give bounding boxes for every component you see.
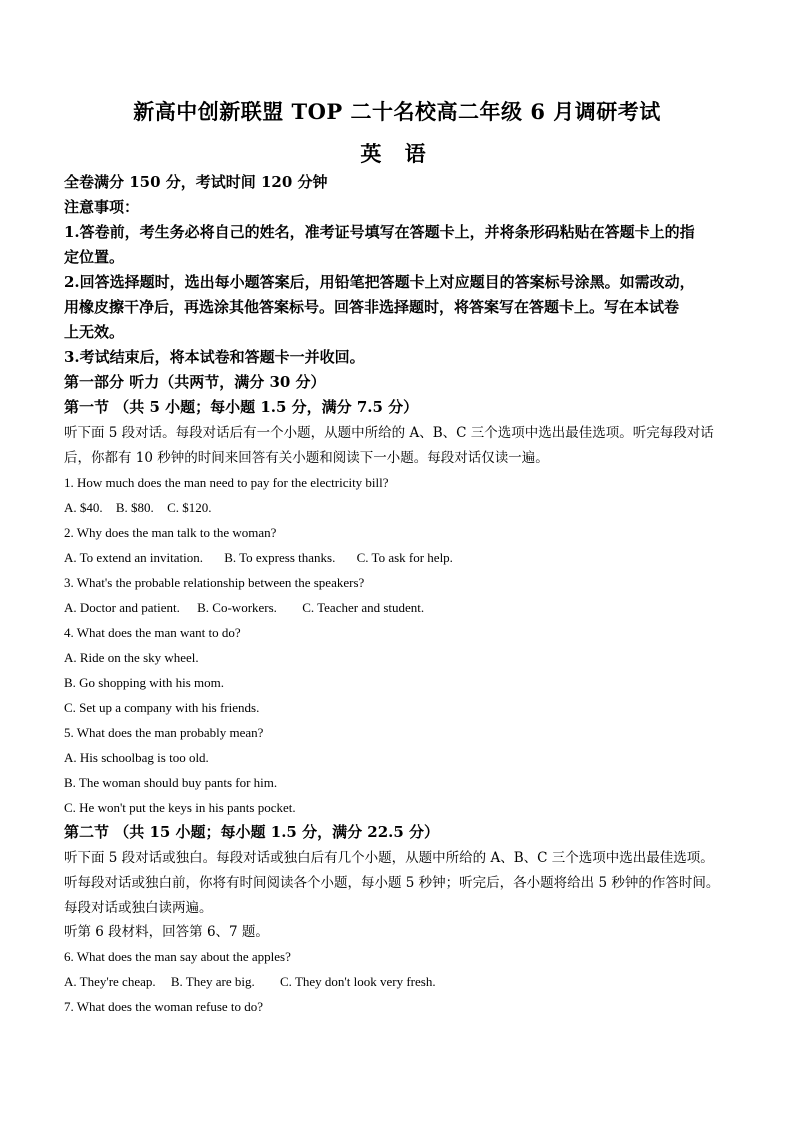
q4-option-a: A. Ride on the sky wheel. [64,650,199,665]
question-2: 2. Why does the man talk to the woman? [64,525,277,540]
question-4: 4. What does the man want to do? [64,625,241,640]
q2-option-c: C. To ask for help. [356,550,453,565]
question-2-options [64,548,732,568]
question-3: 3. What's the probable relationship between the speakers? [64,575,365,590]
q4-option-b: B. Go shopping with his mom. [64,675,224,690]
q5-option-c: C. He won't put the keys in his pants pocket. [64,800,296,815]
q1-option-a: A. $40. [64,500,103,515]
notice-2-line-2: 用橡皮擦干净后，再选涂其他答案标号。回答非选择题时，将答案写在答题卡上。写在本试卷 [64,298,680,316]
question-7: 7. What does the woman refuse to do? [64,999,264,1014]
section1-title: 第一节 （共 5 小题；每小题 1.5 分，满分 7.5 分） [64,398,419,416]
section2-title: 第二节 （共 15 小题；每小题 1.5 分，满分 22.5 分） [64,823,440,841]
section2-instructions-line-2: 听每段对话或独白前，你将有时间阅读各个小题，每小题 5 秒钟；听完后，各小题将给出 5 秒钟的作答时间。 [64,875,720,891]
material-6-note: 听第 6 段材料，回答第 6、7 题。 [64,924,269,940]
q4-option-c: C. Set up a company with his friends. [64,700,260,715]
section2-instructions-line-1: 听下面 5 段对话或独白。每段对话或独白后有几个小题，从题中所给的 A、B、C 三个选项中选出最佳选项。 [64,850,714,866]
question-6-options [64,972,732,992]
notice-title: 注意事项： [64,198,140,216]
q2-option-a: A. To extend an invitation. [64,550,203,565]
notice-2-line-3: 上无效。 [64,323,125,341]
q1-option-c: C. $120. [167,500,212,515]
question-1-options [64,498,732,518]
q3-option-b: B. Co-workers. [197,600,277,615]
q6-option-c: C. They don't look very fresh. [280,974,436,989]
notice-1-line-2: 定位置。 [64,248,125,266]
q5-option-a: A. His schoolbag is too old. [64,750,209,765]
part1-title: 第一部分 听力（共两节，满分 30 分） [64,373,326,391]
question-3-options [64,598,732,618]
q6-option-a: A. They're cheap. [64,974,156,989]
subject-title: 英 语 [360,141,434,166]
section1-instructions-line-1: 听下面 5 段对话。每段对话后有一个小题，从题中所给的 A、B、C 三个选项中选出最佳选项。听完每段对话 [64,425,714,441]
notice-2-line-1: 2.回答选择题时，选出每小题答案后，用铅笔把答题卡上对应题目的答案标号涂黑。如需改动， [64,273,695,291]
notice-3: 3.考试结束后，将本试卷和答题卡一并收回。 [64,348,365,366]
q5-option-b: B. The woman should buy pants for him. [64,775,278,790]
exam-title: 新高中创新联盟 TOP 二十名校高二年级 6 月调研考试 [133,99,661,124]
q3-option-a: A. Doctor and patient. [64,600,180,615]
question-6: 6. What does the man say about the apples? [64,949,291,964]
notice-1-line-1: 1.答卷前，考生务必将自己的姓名，准考证号填写在答题卡上，并将条形码粘贴在答题卡上的指 [64,223,695,241]
q6-option-b: B. They are big. [170,974,255,989]
question-5: 5. What does the man probably mean? [64,725,264,740]
q2-option-b: B. To express thanks. [224,550,336,565]
section1-instructions-line-2: 后，你都有 10 秒钟的时间来回答有关小题和阅读下一小题。每段对话仅读一遍。 [64,450,549,466]
section2-instructions-line-3: 每段对话或独白读两遍。 [64,900,213,916]
question-1: 1. How much does the man need to pay for the electricity bill? [64,475,389,490]
q1-option-b: B. $80. [115,500,154,515]
q3-option-c: C. Teacher and student. [302,600,425,615]
score-time: 全卷满分 150 分，考试时间 120 分钟 [64,173,328,191]
